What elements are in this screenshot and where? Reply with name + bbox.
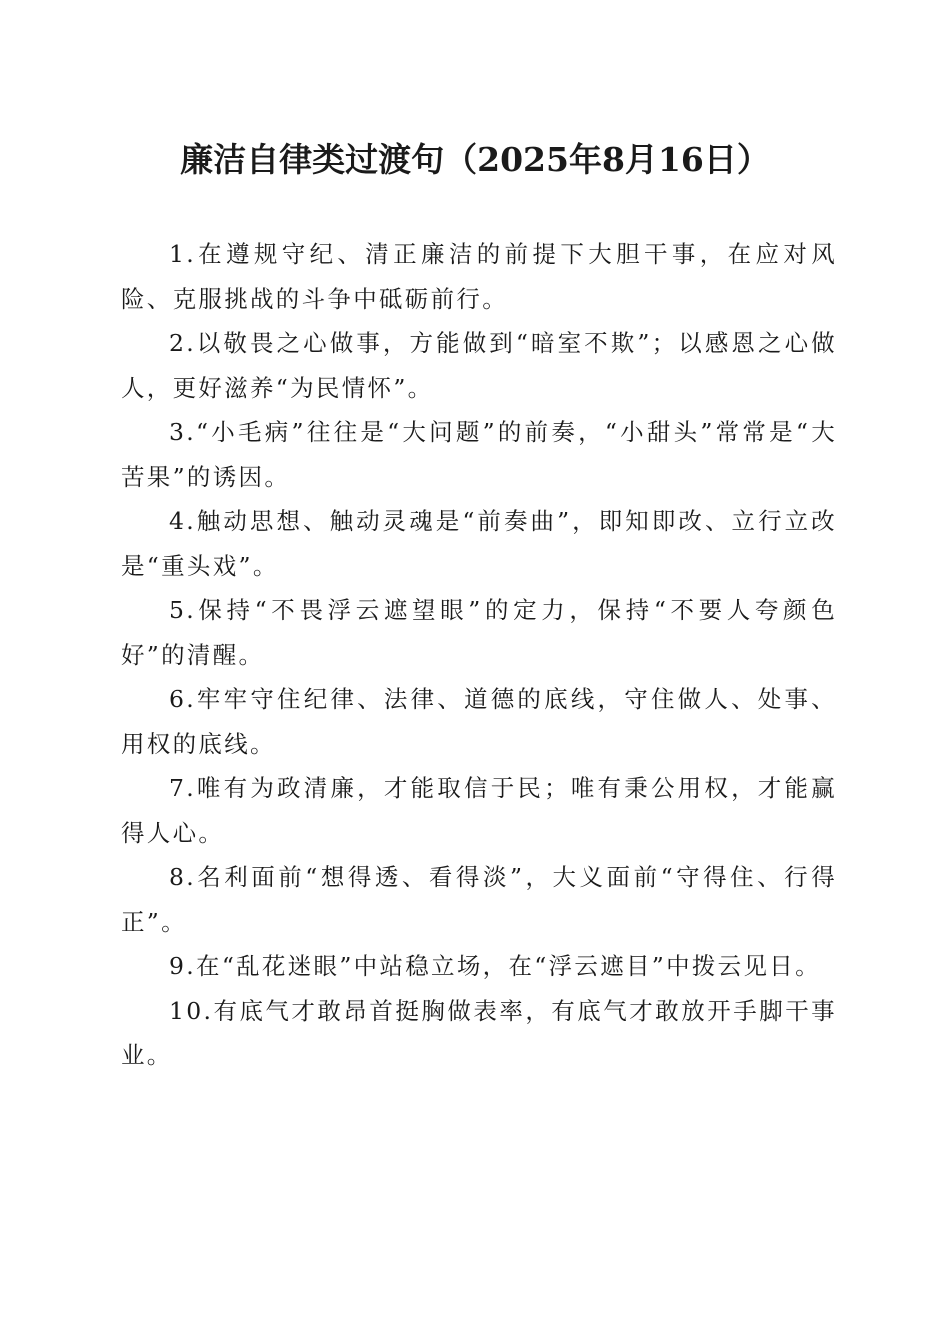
paragraph-8: 8.名利面前“想得透、看得淡”，大义面前“守得住、行得正”。 xyxy=(121,863,837,936)
paragraph-2: 2.以敬畏之心做事，方能做到“暗室不欺”；以感恩之心做人，更好滋养“为民情怀”。 xyxy=(121,329,837,402)
paragraph-5: 5.保持“不畏浮云遮望眼”的定力，保持“不要人夸颜色好”的清醒。 xyxy=(121,596,837,669)
paragraph-7: 7.唯有为政清廉，才能取信于民；唯有秉公用权，才能赢得人心。 xyxy=(121,774,837,847)
document-body xyxy=(121,232,837,1078)
document-title: 廉洁自律类过渡句（2025年8月16日） xyxy=(180,140,770,179)
paragraph-6: 6.牢牢守住纪律、法律、道德的底线，守住做人、处事、用权的底线。 xyxy=(121,685,837,758)
paragraph-4: 4.触动思想、触动灵魂是“前奏曲”，即知即改、立行立改是“重头戏”。 xyxy=(121,507,837,580)
paragraph-9: 9.在“乱花迷眼”中站稳立场，在“浮云遮目”中拨云见日。 xyxy=(169,952,821,980)
paragraph-3: 3.“小毛病”往往是“大问题”的前奏，“小甜头”常常是“大苦果”的诱因。 xyxy=(121,418,837,491)
paragraph-1: 1.在遵规守纪、清正廉洁的前提下大胆干事，在应对风险、克服挑战的斗争中砥砺前行。 xyxy=(121,240,837,313)
paragraph-10: 10.有底气才敢昂首挺胸做表率，有底气才敢放开手脚干事业。 xyxy=(121,996,837,1069)
